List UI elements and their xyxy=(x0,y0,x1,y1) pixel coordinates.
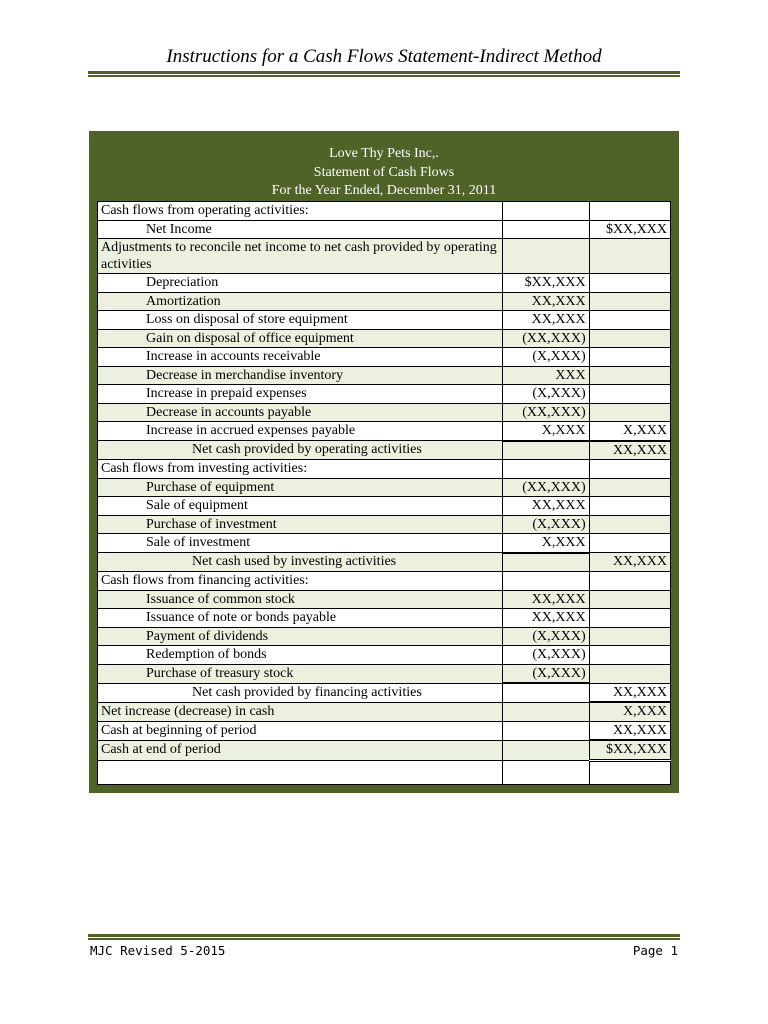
amount-col1: (X,XXX) xyxy=(503,627,590,646)
table-row xyxy=(98,609,671,628)
amount-col2: X,XXX xyxy=(589,702,670,721)
amount-col2: XX,XXX xyxy=(589,441,670,460)
amount-col1: $XX,XXX xyxy=(503,274,590,293)
amount-col1 xyxy=(503,239,590,274)
amount-col1: X,XXX xyxy=(503,534,590,553)
amount-col2: XX,XXX xyxy=(589,721,670,740)
amount-col1 xyxy=(503,553,590,572)
amount-col1 xyxy=(503,202,590,221)
row-label: Depreciation xyxy=(98,274,503,293)
page-number: Page 1 xyxy=(632,943,678,958)
amount-col2 xyxy=(589,366,670,385)
table-row xyxy=(98,311,671,330)
amount-col2 xyxy=(589,497,670,516)
row-label: Cash flows from investing activities: xyxy=(98,460,503,479)
document-title: Instructions for a Cash Flows Statement-Indirect Method xyxy=(166,46,602,67)
amount-col2 xyxy=(589,515,670,534)
row-label: Redemption of bonds xyxy=(98,646,503,665)
row-label: Purchase of treasury stock xyxy=(98,664,503,683)
amount-col2 xyxy=(589,460,670,479)
amount-col1: XX,XXX xyxy=(503,609,590,628)
amount-col2 xyxy=(589,478,670,497)
amount-col2 xyxy=(589,311,670,330)
row-label xyxy=(98,760,503,784)
row-label: Payment of dividends xyxy=(98,627,503,646)
amount-col2 xyxy=(589,292,670,311)
amount-col2 xyxy=(589,534,670,553)
amount-col2 xyxy=(589,202,670,221)
amount-col2 xyxy=(589,329,670,348)
table-row xyxy=(98,627,671,646)
cash-flow-table xyxy=(97,201,671,785)
amount-col1 xyxy=(503,721,590,740)
table-row xyxy=(98,329,671,348)
amount-col1 xyxy=(503,441,590,460)
amount-col2 xyxy=(589,385,670,404)
amount-col1: (XX,XXX) xyxy=(503,478,590,497)
row-label: Purchase of investment xyxy=(98,515,503,534)
amount-col2 xyxy=(589,239,670,274)
row-label: Net Income xyxy=(98,220,503,239)
table-row xyxy=(98,590,671,609)
row-label: Loss on disposal of store equipment xyxy=(98,311,503,330)
amount-col1 xyxy=(503,702,590,721)
row-label: Issuance of note or bonds payable xyxy=(98,609,503,628)
table-row xyxy=(98,478,671,497)
amount-col1: (X,XXX) xyxy=(503,385,590,404)
row-label: Net cash used by investing activities xyxy=(98,553,503,572)
footer-rule-thin xyxy=(88,938,680,940)
amount-col2 xyxy=(589,664,670,683)
table-row xyxy=(98,497,671,516)
amount-col1: (X,XXX) xyxy=(503,348,590,367)
amount-col2 xyxy=(589,590,670,609)
row-label: Cash at beginning of period xyxy=(98,721,503,740)
amount-col1: XX,XXX xyxy=(503,590,590,609)
table-row xyxy=(98,646,671,665)
table-row xyxy=(98,274,671,293)
row-label: Increase in prepaid expenses xyxy=(98,385,503,404)
row-label: Sale of investment xyxy=(98,534,503,553)
header-rule-thin xyxy=(88,75,680,77)
table-row xyxy=(98,760,671,784)
table-row xyxy=(98,422,671,441)
footer-rule xyxy=(88,934,680,937)
table-row xyxy=(98,721,671,740)
table-row xyxy=(98,348,671,367)
row-label: Purchase of equipment xyxy=(98,478,503,497)
table-row xyxy=(98,292,671,311)
table-row xyxy=(98,441,671,460)
table-row xyxy=(98,460,671,479)
amount-col2: XX,XXX xyxy=(589,683,670,702)
amount-col2 xyxy=(589,403,670,422)
statement-period: For the Year Ended, December 31, 2011 xyxy=(271,183,497,198)
amount-col1: (XX,XXX) xyxy=(503,403,590,422)
amount-col2 xyxy=(589,572,670,591)
amount-col1: XX,XXX xyxy=(503,497,590,516)
amount-col1 xyxy=(503,572,590,591)
company-name: Love Thy Pets Inc,. xyxy=(329,146,439,161)
row-label: Net increase (decrease) in cash xyxy=(98,702,503,721)
table-row xyxy=(98,740,671,760)
row-label: Decrease in accounts payable xyxy=(98,403,503,422)
row-label: Amortization xyxy=(98,292,503,311)
row-label: Net cash provided by operating activities xyxy=(98,441,503,460)
table-row xyxy=(98,202,671,221)
table-row xyxy=(98,403,671,422)
amount-col2: XX,XXX xyxy=(589,553,670,572)
row-label: Cash at end of period xyxy=(98,740,503,760)
amount-col1 xyxy=(503,760,590,784)
table-row xyxy=(98,220,671,239)
amount-col2: $XX,XXX xyxy=(589,740,670,760)
row-label: Cash flows from financing activities: xyxy=(98,572,503,591)
table-row xyxy=(98,515,671,534)
amount-col2 xyxy=(589,760,670,784)
amount-col2 xyxy=(589,627,670,646)
revision-note: MJC Revised 5-2015 xyxy=(90,943,226,958)
amount-col2 xyxy=(589,646,670,665)
row-label: Issuance of common stock xyxy=(98,590,503,609)
table-row xyxy=(98,239,671,274)
table-row xyxy=(98,385,671,404)
row-label: Sale of equipment xyxy=(98,497,503,516)
amount-col2 xyxy=(589,609,670,628)
amount-col1: (X,XXX) xyxy=(503,515,590,534)
table-row xyxy=(98,702,671,721)
amount-col1: (XX,XXX) xyxy=(503,329,590,348)
amount-col1: (X,XXX) xyxy=(503,646,590,665)
row-label: Net cash provided by financing activities xyxy=(98,683,503,702)
statement-name: Statement of Cash Flows xyxy=(313,164,455,180)
table-row xyxy=(98,553,671,572)
amount-col2: $XX,XXX xyxy=(589,220,670,239)
row-label: Decrease in merchandise inventory xyxy=(98,366,503,385)
amount-col1: XX,XXX xyxy=(503,311,590,330)
row-label: Cash flows from operating activities: xyxy=(98,202,503,221)
amount-col2 xyxy=(589,274,670,293)
row-label: Increase in accounts receivable xyxy=(98,348,503,367)
amount-col2: X,XXX xyxy=(589,422,670,441)
amount-col1: XXX xyxy=(503,366,590,385)
table-row xyxy=(98,366,671,385)
table-row xyxy=(98,683,671,702)
table-row xyxy=(98,534,671,553)
row-label: Adjustments to reconcile net income to net cash provided by operating activities xyxy=(98,239,503,274)
statement-heading xyxy=(97,140,671,201)
table-row xyxy=(98,664,671,683)
amount-col1: (X,XXX) xyxy=(503,664,590,683)
amount-col1 xyxy=(503,460,590,479)
row-label: Increase in accrued expenses payable xyxy=(98,422,503,441)
header-rule xyxy=(88,71,680,74)
amount-col1 xyxy=(503,740,590,760)
amount-col1 xyxy=(503,220,590,239)
amount-col1: X,XXX xyxy=(503,422,590,441)
amount-col1: XX,XXX xyxy=(503,292,590,311)
table-row xyxy=(98,572,671,591)
amount-col2 xyxy=(589,348,670,367)
amount-col1 xyxy=(503,683,590,702)
row-label: Gain on disposal of office equipment xyxy=(98,329,503,348)
